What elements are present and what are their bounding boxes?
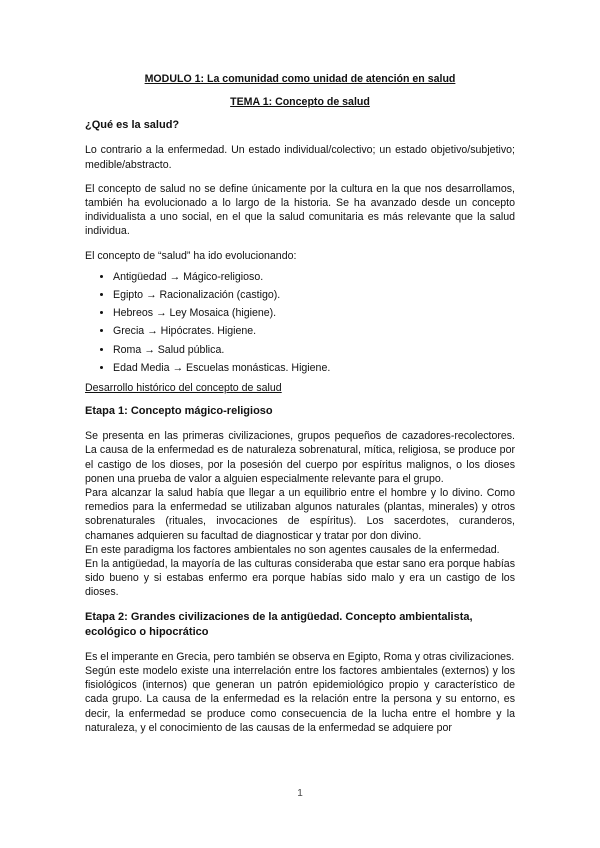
section-title: Desarrollo histórico del concepto de salud [85, 382, 282, 395]
paragraph: Lo contrario a la enfermedad. Un estado individual/colectivo; un estado objetivo/subjetivo; medible/abstracto. [85, 144, 515, 171]
list-item: • Edad Media → Escuelas monásticas. Higiene. [113, 361, 515, 375]
stage2-heading: Etapa 2: Grandes civilizaciones de la antigüedad. Concepto ambientalista, ecológico o hipocrático [85, 610, 473, 638]
list-item: • Grecia → Hipócrates. Higiene. [113, 324, 515, 338]
stage1-heading: Etapa 1: Concepto mágico-religioso [85, 405, 273, 418]
paragraph: Para alcanzar la salud había que llegar a un equilibrio entre el hombre y lo divino. Como remedios para la enfermedad se utilizaban algunos naturales (plantas, minerales) y otros sobrenaturales (rituales, invocaciones de espíritus). Los sacerdotes, curanderos, chamanes adquieren su facultad de diagnosticar y tratar por don divino. [85, 487, 515, 542]
paragraph: Es el imperante en Grecia, pero también se observa en Egipto, Roma y otras civilizaciones. [85, 650, 515, 663]
stage1-text [85, 429, 515, 599]
list-item: • Hebreos → Ley Mosaica (higiene). [113, 306, 515, 320]
stage2-text [85, 650, 515, 735]
paragraph: En la antigüedad, la mayoría de las culturas consideraba que estar sano era porque habías sido bueno y si estabas enfermo era porque habías sido malo y era un castigo de los dioses. [85, 558, 515, 599]
list-item: • Egipto → Racionalización (castigo). [113, 288, 515, 302]
evolution-list [85, 270, 515, 375]
document-body [85, 72, 515, 735]
page-number: 1 [297, 788, 303, 799]
question-heading: ¿Qué es la salud? [85, 119, 180, 132]
paragraph: En este paradigma los factores ambientales no son agentes causales de la enfermedad. [85, 543, 500, 556]
topic-title: TEMA 1: Concepto de salud [230, 96, 370, 109]
paragraph: El concepto de “salud” ha ido evolucionando: [85, 249, 297, 262]
paragraph: Según este modelo existe una interrelación entre los factores ambientales (externos) y los fisiológicos (internos) que generan un patrón epidemiológico propio y característico de cada grupo. La causa de la enfermedad es la relación entre la persona y su entorno, es decir, la enfermedad se produce como consecuencia de la lucha entre el hombre y la naturaleza, y el conocimiento de las causas de la enfermedad se adquiere por [85, 664, 515, 734]
list-item: • Roma → Salud pública. [113, 343, 515, 357]
module-title: MODULO 1: La comunidad como unidad de atención en salud [144, 73, 456, 85]
paragraph: El concepto de salud no se define únicamente por la cultura en la que nos desarrollamos, también ha evolucionado a lo largo de la historia. Se ha avanzado desde un concepto individualista a uno social, en el que la salud comunitaria es más relevante que la salud individua. [85, 182, 515, 238]
paragraph: Se presenta en las primeras civilizaciones, grupos pequeños de cazadores-recolectores. La causa de la enfermedad es de naturaleza sobrenatural, mítica, religiosa, se produce por el castigo de los dioses, por la posesión del cuerpo por espíritus malignos, o los dioses ponen una prueba de valor a alguien especialmente relevante para el grupo. [85, 430, 515, 485]
list-item: • Antigüedad → Mágico-religioso. [113, 270, 515, 284]
